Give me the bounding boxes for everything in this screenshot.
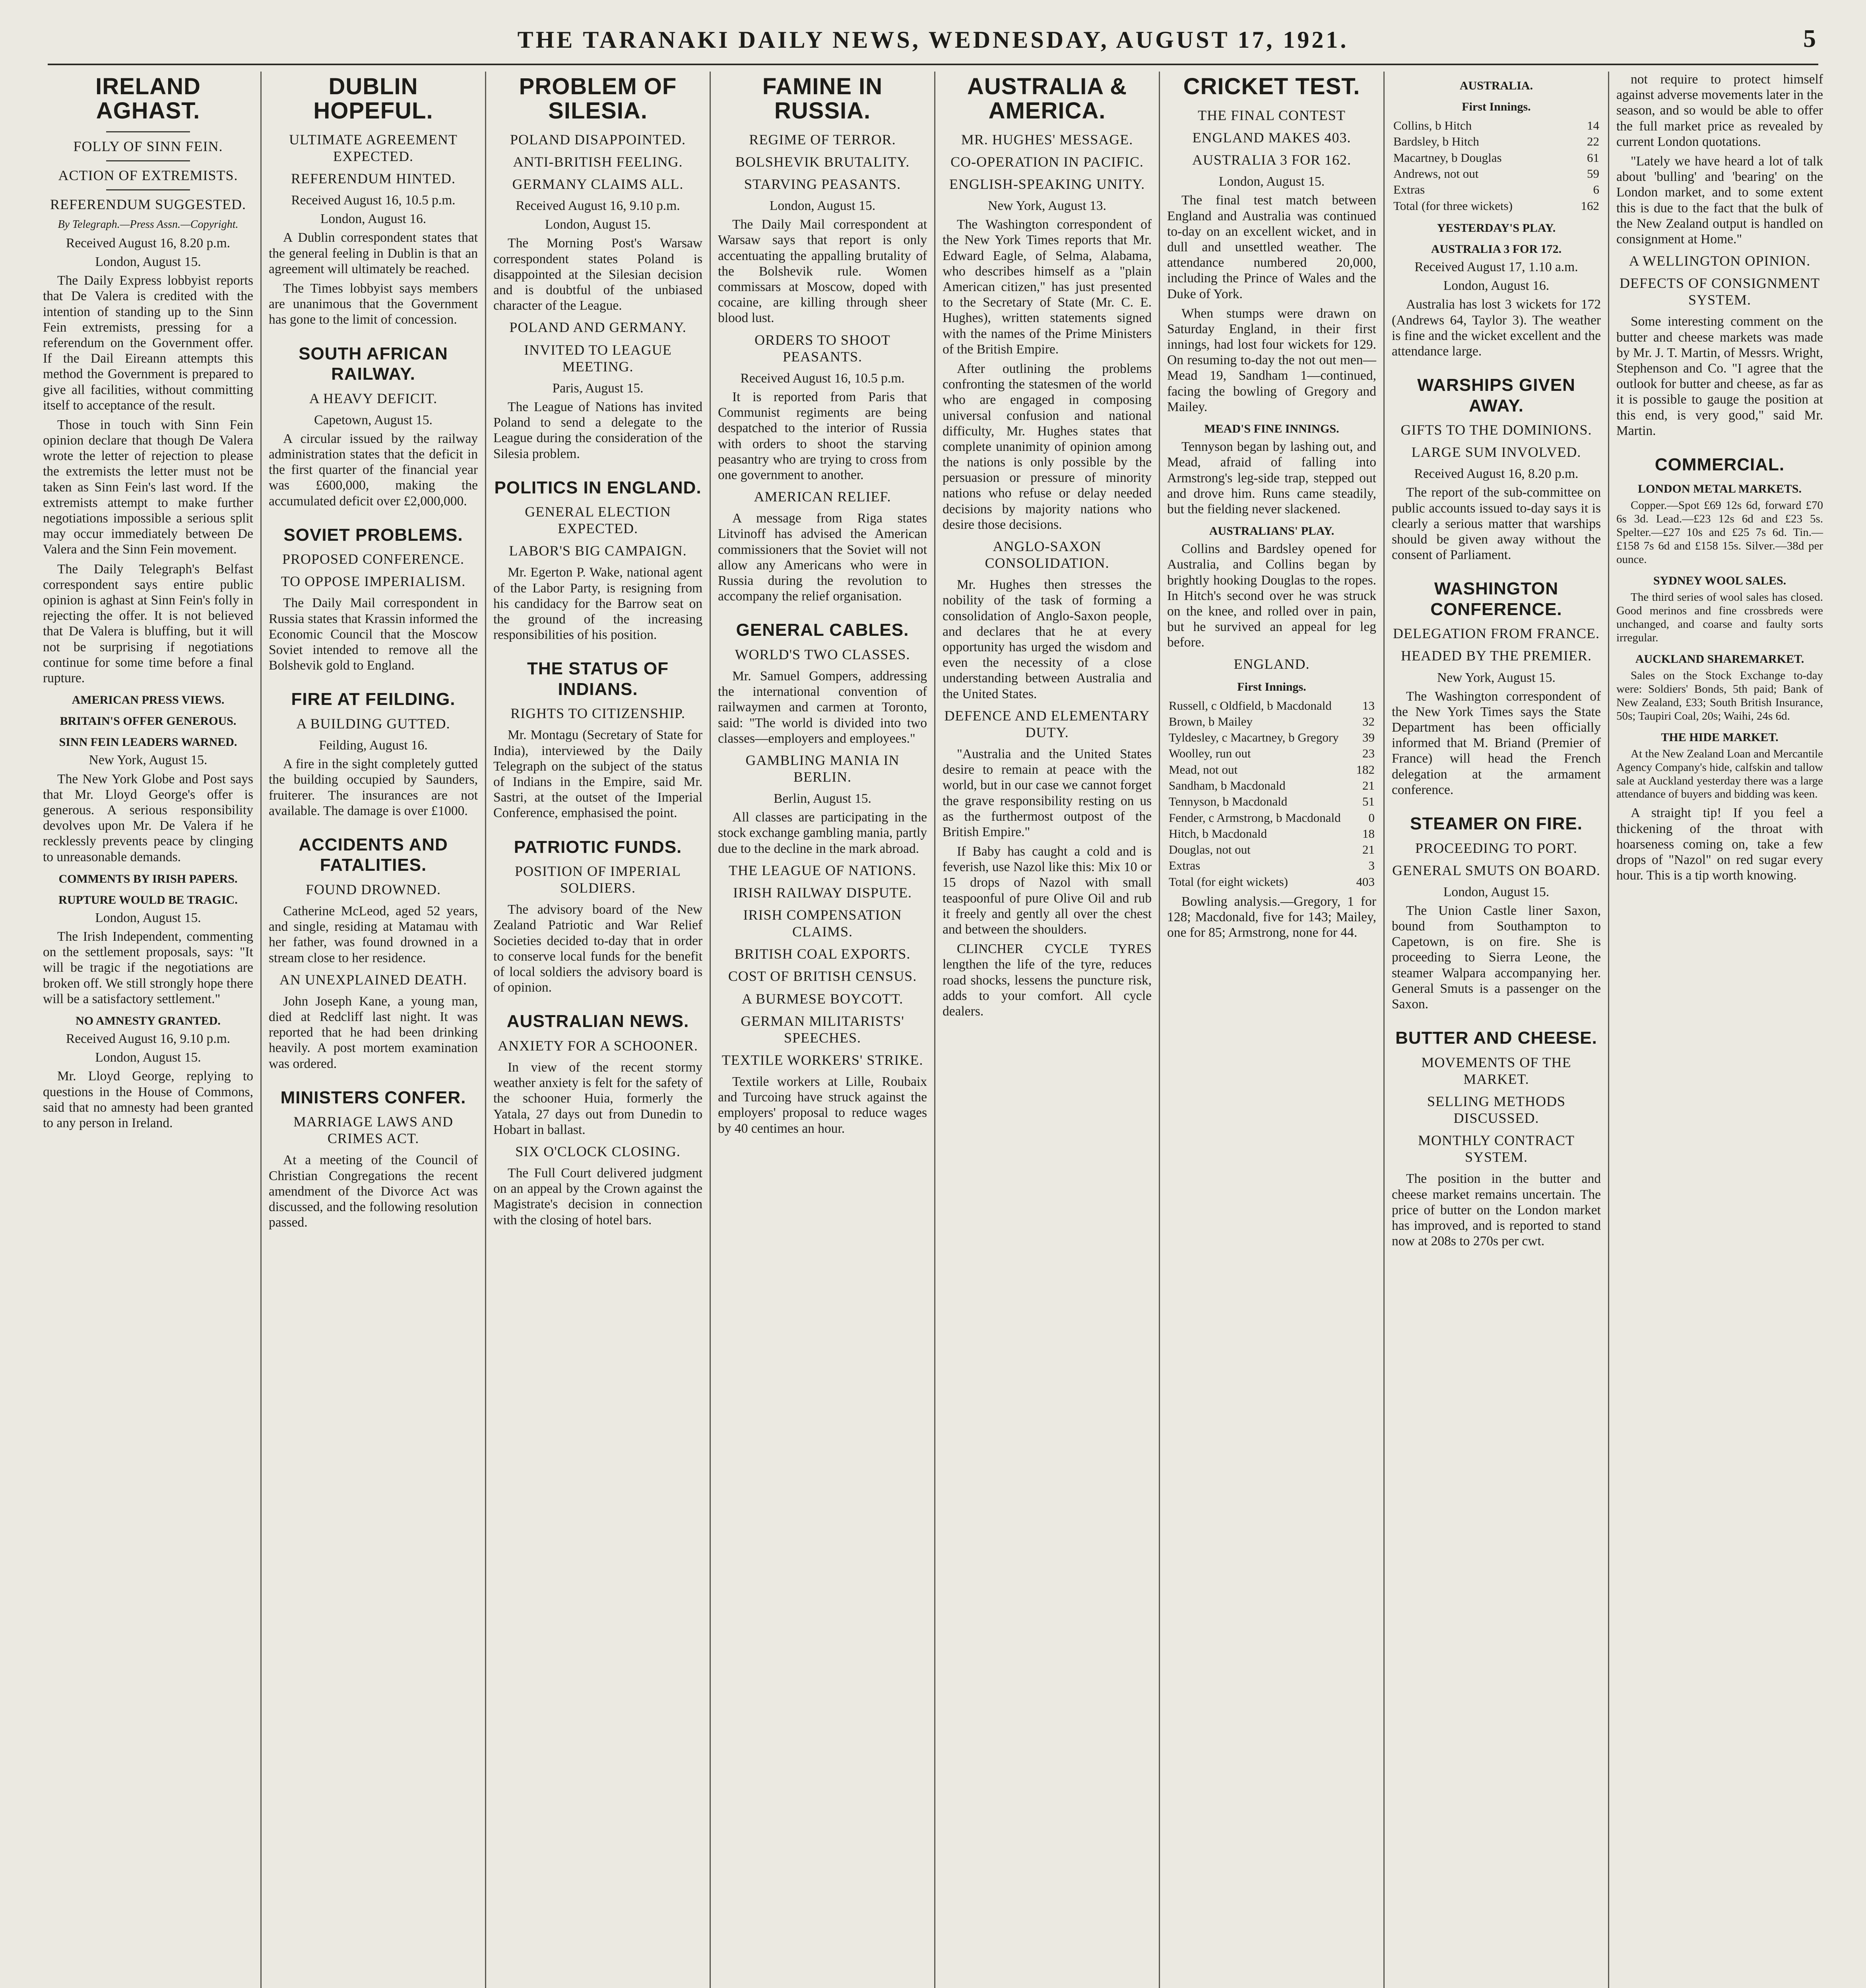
dateline: New York, August 15. [1437,670,1556,685]
paragraph: The Daily Mail correspondent in Russia states that Krassin informed the Economic Council that the Moscow Soviet intended to remove all the Bolshevik gold to England. [269,596,478,673]
subhead: NO AMNESTY GRANTED. [76,1014,221,1028]
received-line: Received August 16, 10.5 p.m. [740,371,905,386]
column-5 [934,72,1159,1988]
paragraph: The Full Court delivered judgment on an appeal by the Crown against the Magistrate's decision in connection with the closing of hotel bars. [493,1166,702,1227]
masthead [48,16,1818,65]
runs: 59 [1587,166,1599,181]
subhead: WORLD'S TWO CLASSES. [735,646,910,662]
paragraph: At a meeting of the Council of Christian Congregations the recent amendment of the Divorce Act was discussed, and the following resolution passed. [269,1153,478,1230]
headline-dublin: DUBLIN HOPEFUL. [313,74,433,124]
paragraph: John Joseph Kane, a young man, died at Redcliff last night. It was reported that he had been drinking heavily. A post mortem examination was ordered. [269,994,478,1071]
paragraph: Catherine McLeod, aged 52 years, and single, residing at Matamau with her father, was found drowned in a stream close to her residence. [269,903,478,965]
runs: 21 [1362,843,1375,857]
batsman: Douglas, not out [1169,843,1251,857]
subhead: AUSTRALIANS' PLAY. [1209,524,1335,538]
runs: 6 [1593,182,1599,197]
runs: 23 [1362,746,1375,761]
paragraph: The Irish Independent, commenting on the settlement proposals, says: "It will be tragic if the negotiations are broken off. We still strongly hope there will be a satisfactory settlement." [43,929,253,1006]
paragraph: A circular issued by the railway administration states that the deficit in the first quarter of the financial year was £600,000, making the accumulated deficit over £2,000,000. [269,431,478,509]
column-6 [1159,72,1383,1988]
headline: WARSHIPS GIVEN AWAY. [1417,375,1575,415]
score-row [1392,134,1601,149]
subhead: TEXTILE WORKERS' STRIKE. [722,1052,923,1068]
score-row [1167,714,1376,730]
paragraph: In view of the recent stormy weather anxiety is felt for the safety of the schooner Huia, formerly the Yatala, 27 days out from Dunedin to Hobart in ballast. [493,1060,702,1137]
batsman: Collins, b Hitch [1393,118,1472,133]
headline: SOUTH AFRICAN RAILWAY. [299,344,448,384]
paragraph: The Times lobbyist says members are unanimous that the Government has gone to the limit of concession. [269,281,478,327]
subhead: THE FINAL CONTEST [1198,107,1346,123]
masthead-title: THE TARANAKI DAILY NEWS, WEDNESDAY, AUGUST 17, 1921. [517,26,1349,53]
subhead: FOUND DROWNED. [306,881,441,897]
subhead: A BURMESE BOYCOTT. [741,990,904,1007]
paragraph: not require to protect himself against adverse movements later in the season, and so would be able to offer the full market price as revealed by current London quotations. [1616,72,1823,149]
dateline: London, August 16. [320,212,427,227]
batsman: Mead, not out [1169,762,1238,777]
subhead: SYDNEY WOOL SALES. [1653,574,1786,588]
received-line: Received August 16, 9.10 p.m. [66,1031,231,1046]
batsman: Total (for eight wickets) [1169,874,1288,889]
paragraph: The New York Globe and Post says that Mr. Lloyd George's offer is generous. A serious responsibility devolves upon Mr. De Valera if he recklessly prevents peace by clinging to unreasonable demands. [43,771,253,864]
subhead: BOLSHEVIK BRUTALITY. [735,153,910,170]
subhead: MARRIAGE LAWS AND CRIMES ACT. [293,1114,454,1147]
australia-scorecard [1392,118,1601,214]
paragraph: The report of the sub-committee on public accounts issued to-day says it is clearly a serious matter that warships should be given away without the consent of Parliament. [1392,485,1601,563]
runs: 61 [1587,150,1599,165]
paragraph: The position in the butter and cheese market remains uncertain. The price of butter on the London market has improved, and is reported to stand now at 208s to 270s per cwt. [1392,1171,1601,1249]
subhead: GERMAN MILITARISTS' SPEECHES. [741,1013,904,1046]
batsman: Tyldesley, c Macartney, b Gregory [1169,730,1339,745]
bowling-analysis: Bowling analysis.—Gregory, 1 for 128; Macdonald, five for 143; Mailey, one for 85; Armstrong, none for 44. [1167,894,1376,940]
paragraph: Mr. Hughes then stresses the nobility of the task of forming a consolidation of Anglo-Saxon people, and declares that he at every opportunity has urged the wisdom and even the necessity of a close understanding between Australia and the United States. [943,577,1152,701]
runs: 18 [1362,826,1375,841]
rule [106,160,190,161]
headline-australia-america: AUSTRALIA & AMERICA. [967,74,1127,124]
headline: BUTTER AND CHEESE. [1395,1028,1597,1048]
subhead: AMERICAN PRESS VIEWS. [72,693,225,707]
column-8 [1608,72,1830,1988]
dateline: Paris, August 15. [552,381,644,396]
subhead: MOVEMENTS OF THE MARKET. [1421,1054,1571,1087]
subhead: LONDON METAL MARKETS. [1638,482,1802,496]
column-1 [36,72,260,1988]
received-line: Received August 16, 10.5 p.m. [291,193,456,208]
subhead: GENERAL SMUTS ON BOARD. [1392,862,1600,878]
subhead: COMMENTS BY IRISH PAPERS. [58,872,238,885]
dateline: London, August 16. [1443,278,1550,293]
paragraph: All classes are participating in the stock exchange gambling mania, partly due to the decline in the mark abroad. [718,810,927,856]
subhead: YESTERDAY'S PLAY. [1437,221,1556,235]
subhead: POSITION OF IMPERIAL SOLDIERS. [514,863,681,896]
subhead: THE HIDE MARKET. [1661,730,1779,744]
paragraph: Mr. Samuel Gompers, addressing the international convention of railwaymen and carmen at Toronto, said: "The world is divided into two classes—employers and employees." [718,668,927,746]
subhead: First Innings. [1462,100,1531,114]
runs: 22 [1587,134,1599,149]
runs: 403 [1356,874,1375,889]
batsman: Sandham, b Macdonald [1169,779,1286,792]
column-4 [710,72,934,1988]
subhead: SINN FEIN LEADERS WARNED. [59,736,237,749]
subhead: REFERENDUM HINTED. [291,171,456,186]
rule [106,189,190,190]
subhead: ANGLO-SAXON CONSOLIDATION. [985,538,1110,571]
subhead: FOLLY OF SINN FEIN. [73,138,223,154]
batsman: Tennyson, b Macdonald [1169,794,1288,809]
paragraph: Textile workers at Lille, Roubaix and Turcoing have struck against the employers' proposal to reduce wages by 40 centimes an hour. [718,1074,927,1136]
batsman: Bardsley, b Hitch [1393,134,1479,149]
subhead: LABOR'S BIG CAMPAIGN. [509,543,687,559]
headline-ireland: IRELAND AGHAST. [95,74,201,124]
page-number: 5 [1803,24,1818,52]
received-line: Received August 16, 9.10 p.m. [516,198,680,214]
dateline: London, August 15. [95,1050,201,1065]
headline-famine: FAMINE IN RUSSIA. [762,74,883,124]
paragraph: The Daily Express lobbyist reports that De Valera is credited with the intention of standing up to the Sinn Fein extremists, pressing for a referendum on the Government offer. If the Dail Eireann attempts this method the Government is prepared to give all facilities, without committing itself to acceptance of the result. [43,273,253,413]
dateline: London, August 15. [95,910,201,925]
dateline: New York, August 13. [988,198,1106,214]
column-7 [1383,72,1608,1988]
subhead: AUCKLAND SHAREMARKET. [1635,652,1804,666]
score-row [1167,778,1376,794]
paragraph: When stumps were drawn on Saturday England, in their first innings, had lost four wickets for 129. On resuming to-day the not out men—Mead 19, Sandham 1—continued, facing the bowling of Gregory and Mailey. [1167,306,1376,414]
dateline: Berlin, August 15. [774,791,871,806]
runs: 182 [1356,762,1375,777]
paragraph: Tennyson began by lashing out, and Mead, afraid of falling into Armstrong's leg-side trap, stepped out and drove him. Runs came steadily, but the fielding never slackened. [1167,439,1376,516]
runs: 39 [1362,730,1375,745]
score-row [1392,150,1601,166]
subhead: PROPOSED CONFERENCE. [282,551,465,567]
paragraph: Mr. Lloyd George, replying to questions in the House of Commons, said that no amnesty had been granted to any person in Ireland. [43,1069,253,1131]
headline: FIRE AT FEILDING. [291,689,456,709]
column-3 [485,72,710,1988]
paragraph: Those in touch with Sinn Fein opinion declare that though De Valera wrote the letter of rejection to please the extremists the letter must not be taken as Sinn Fein's last word. If the extremists attempt to make further negotiations impossible a serious split may occur immediately between De Valera and the Sinn Fein movement. [43,417,253,557]
score-row [1167,810,1376,826]
subhead: IRISH RAILWAY DISPUTE. [733,884,912,901]
batsman: Extras [1393,182,1425,197]
dateline: Capetown, August 15. [314,412,433,427]
subhead: POLAND DISAPPOINTED. [510,131,686,148]
subhead: GERMANY CLAIMS ALL. [512,176,684,192]
paragraph: The Union Castle liner Saxon, bound from Southampton to Capetown, is on fire. She is proceeding to Sierra Leone, the steamer Walpara accompanying her. General Smuts is a passenger on the Saxon. [1392,903,1601,1012]
headline: STEAMER ON FIRE. [1410,814,1583,834]
dateline: London, August 15. [769,198,876,214]
england-scorecard [1167,698,1376,890]
subhead: A HEAVY DEFICIT. [309,390,438,406]
score-row [1167,730,1376,746]
subhead: RUPTURE WOULD BE TRAGIC. [58,893,238,907]
paragraph: "Australia and the United States desire to remain at peace with the world, but in our case we cannot forget the grave responsibility resting on us as the furthermost outpost of the British Empire." [943,746,1152,839]
headline: THE STATUS OF INDIANS. [527,659,669,699]
subhead: GAMBLING MANIA IN BERLIN. [745,752,900,785]
received-line: Received August 17, 1.10 a.m. [1414,259,1578,274]
headline: COMMERCIAL. [1655,454,1785,474]
subhead: AMERICAN RELIEF. [754,489,891,505]
paragraph: The Daily Mail correspondent at Warsaw says that report is only accentuating the appalling brutality of the Bolshevik rule. Women commissars at Moscow, doped with cocaine, are killing through sheer blood lust. [718,217,927,326]
runs: 14 [1587,118,1599,133]
paragraph: Collins and Bardsley opened for Australia, and Collins began by brightly hooking Douglas to the ropes. In Hitch's second over he was struck on the knee, and rolled over in pain, but he survived an appeal for leg before. [1167,542,1376,650]
paragraph: The advisory board of the New Zealand Patriotic and War Relief Societies decided to-day that in order to conserve local funds for the benefit of local soldiers the advisory board is of opinion. [493,902,702,995]
subhead: THE LEAGUE OF NATIONS. [729,862,916,878]
batsman: Fender, c Armstrong, b Macdonald [1169,810,1341,825]
received-line: Received August 16, 8.20 p.m. [1414,466,1579,481]
headline: PATRIOTIC FUNDS. [514,837,682,857]
advert-nazol: If Baby has caught a cold and is feverish, use Nazol like this: Mix 10 or 15 drops of Nazol with small teaspoonful of pure Olive Oil and rub it freely and gently all over the chest and between the shoulders. [943,844,1152,937]
headline: SOVIET PROBLEMS. [283,525,463,545]
paragraph: Mr. Egerton P. Wake, national agent of the Labor Party, is resigning from his candidacy for the Barrow seat on the ground of the increasing responsibilities of his position. [493,565,702,643]
paragraph: A fire in the sight completely gutted the building occupied by Saunders, fruiterer. The insurances are not available. The damage is over £1000. [269,757,478,818]
subhead: DEFECTS OF CONSIGNMENT SYSTEM. [1619,275,1820,308]
score-row [1392,182,1601,198]
subhead: TO OPPOSE IMPERIALISM. [281,573,466,590]
received-line: Received August 16, 8.20 p.m. [66,235,231,250]
batsman: Hitch, b Macdonald [1169,826,1267,841]
dateline: Feilding, August 16. [319,738,428,753]
paragraph: It is reported from Paris that Communist regiments are being despatched to the interior of Russia with orders to shoot the starving peasantry who are trying to cross from one government to another. [718,390,927,482]
subhead: PROCEEDING TO PORT. [1415,840,1577,856]
subhead: AUSTRALIA 3 FOR 162. [1192,152,1352,168]
subhead: SIX O'CLOCK CLOSING. [515,1143,681,1159]
headline: WASHINGTON CONFERENCE. [1430,579,1562,619]
columns [36,72,1830,1988]
subhead: BRITISH COAL EXPORTS. [734,946,911,962]
subhead: ACTION OF EXTREMISTS. [58,167,238,183]
headline-cricket: CRICKET TEST. [1183,74,1360,99]
rule [106,131,190,132]
runs: 3 [1368,858,1375,873]
subhead: INVITED TO LEAGUE MEETING. [524,342,672,375]
subhead: DEFENCE AND ELEMENTARY DUTY. [944,707,1150,740]
advert-clincher: CLINCHER CYCLE TYRES lengthen the life of the tyre, reduces road shocks, lessens the puncture risk, adds to your comfort. All cycle dealers. [943,942,1152,1019]
paragraph: The Morning Post's Warsaw correspondent states Poland is disappointed at the Silesian decision and is doubtful of the unbiased character of the League. [493,236,702,313]
wool-sales: The third series of wool sales has closed. Good merinos and fine crossbreds were unchanged, and coarse and faulty sorts irregular. [1616,591,1823,644]
score-row [1167,746,1376,761]
runs: 51 [1362,794,1375,809]
runs: 13 [1362,698,1375,712]
subhead: A WELLINGTON OPINION. [1629,253,1811,269]
subhead: MR. HUGHES' MESSAGE. [961,131,1133,148]
hide-market: At the New Zealand Loan and Mercantile Agency Company's hide, calfskin and tallow sale at Auckland yesterday there was a large attendance of buyers and bidding was keen. [1616,747,1823,801]
subhead: STARVING PEASANTS. [744,176,901,192]
share-sales: Sales on the Stock Exchange to-day were: Soldiers' Bonds, 5th paid; Bank of New Zealand, £33; South British Insurance, 50s; Taupiri Coal, 20s; Waihi, 24s 6d. [1616,669,1823,722]
subhead: DELEGATION FROM FRANCE. [1393,625,1600,642]
score-row [1167,826,1376,842]
subhead: REFERENDUM SUGGESTED. [50,196,246,212]
batsman: Macartney, b Douglas [1393,150,1502,165]
subhead: MEAD'S FINE INNINGS. [1204,422,1339,436]
dateline: London, August 15. [545,217,651,232]
batsman: Russell, c Oldfield, b Macdonald [1169,698,1332,712]
paragraph: After outlining the problems confronting the statesmen of the world who are engaged in composing universal confusion and national difficulty, Mr. Hughes states that complete unanimity of opinion among the nations is only possible by the persuasion or pressure of minority nations who refuse or delay needed decisions by majority nations who desire those decisions. [943,361,1152,532]
subhead: AN UNEXPLAINED DEATH. [279,971,467,988]
subhead: ANXIETY FOR A SCHOONER. [498,1037,698,1054]
paragraph: Australia has lost 3 wickets for 172 (Andrews 64, Taylor 3). The weather is fine and the wicket excellent and the attendance large. [1392,297,1601,359]
subhead: COST OF BRITISH CENSUS. [728,968,917,984]
subhead: MONTHLY CONTRACT SYSTEM. [1418,1132,1575,1165]
score-row [1167,762,1376,778]
subhead: AUSTRALIA 3 FOR 172. [1431,242,1562,256]
runs: 21 [1362,779,1375,792]
runs: 0 [1368,810,1375,825]
subhead: AUSTRALIA. [1459,79,1533,92]
subhead: POLAND AND GERMANY. [509,319,687,336]
subhead: LARGE SUM INVOLVED. [1411,444,1581,460]
score-row [1167,874,1376,890]
score-row [1167,698,1376,714]
paragraph: The League of Nations has invited Poland to send a delegate to the League during the consideration of the Silesia problem. [493,399,702,461]
score-row [1392,118,1601,134]
subhead: ANTI-BRITISH FEELING. [513,153,683,170]
subhead: ENGLAND MAKES 403. [1192,130,1351,146]
score-row [1167,842,1376,858]
subhead: A BUILDING GUTTED. [296,715,450,732]
subhead: ORDERS TO SHOOT PEASANTS. [755,332,890,365]
headline: GENERAL CABLES. [736,620,909,640]
dateline: London, August 15. [1218,174,1325,189]
byline: By Telegraph.—Press Assn.—Copyright. [58,218,239,231]
subhead: GENERAL ELECTION EXPECTED. [525,504,671,537]
paragraph: A message from Riga states Litvinoff has advised the American commissioners that the Soviet will not allow any Americans who were in Russia during the revolution to accompany the relief organisation. [718,511,927,604]
score-row [1392,198,1601,214]
subhead: RIGHTS TO CITIZENSHIP. [510,705,685,722]
batsman: Andrews, not out [1393,166,1479,181]
subhead: BRITAIN'S OFFER GENEROUS. [60,714,237,728]
paragraph: "Lately we have heard a lot of talk about 'bulling' and 'bearing' on the London market, and to some extent this is due to the fact that the bulk of the New Zealand output is handled on consignment at Home." [1616,153,1823,247]
paragraph: Some interesting comment on the butter and cheese markets was made by Mr. J. T. Martin, of Messrs. Wright, Stephenson and Co. "I agree that the outlook for butter and cheese, as far as it is possible to gauge the position at this end, is very good," said Mr. Martin. [1616,314,1823,438]
paragraph: A Dublin correspondent states that the general feeling in Dublin is that an agreement will ultimately be reached. [269,230,478,276]
paragraph: The Washington correspondent of the New York Times says the State Department has been officially informed that M. Briand (Premier of France) will head the French delegation at the armament conference. [1392,689,1601,797]
paragraph: The final test match between England and Australia was continued to-day on an excellent wicket, and in dull and unsettled weather. The attendance numbered 20,000, including the Prince of Wales and the Duke of York. [1167,193,1376,301]
score-row [1167,794,1376,810]
runs: 162 [1581,198,1599,213]
dateline: New York, August 15. [89,753,208,768]
dateline: London, August 15. [1443,884,1550,899]
headline: ACCIDENTS AND FATALITIES. [299,835,448,875]
score-row [1167,858,1376,874]
advert-nazol: A straight tip! If you feel a thickening of the throat with hoarseness coming on, take a few drops of "Nazol" on red sugar every hour. This is a tip worth knowing. [1616,806,1823,883]
column-2 [260,72,485,1988]
batsman: Woolley, run out [1169,746,1251,761]
subhead: HEADED BY THE PREMIER. [1401,648,1592,664]
subhead: SELLING METHODS DISCUSSED. [1427,1093,1565,1126]
headline: MINISTERS CONFER. [280,1087,466,1107]
subhead: IRISH COMPENSATION CLAIMS. [743,907,902,940]
paragraph: The Daily Telegraph's Belfast correspondent says entire public opinion is aghast at Sinn Fein's folly in rejecting the offer. It is not believed that De Valera is bluffing, but it will not be surprising if negotiations continue for some time before a final rupture. [43,561,253,685]
headline: POLITICS IN ENGLAND. [494,478,702,497]
dateline: London, August 15. [95,254,201,270]
subhead: CO-OPERATION IN PACIFIC. [950,153,1144,170]
batsman: Brown, b Mailey [1169,714,1253,728]
subhead: ENGLAND. [1234,656,1310,672]
runs: 32 [1362,714,1375,728]
subhead: GIFTS TO THE DOMINIONS. [1400,422,1592,438]
metal-prices: Copper.—Spot £69 12s 6d, forward £70 6s 3d. Lead.—£23 12s 6d and £23 5s. Spelter.—£27 10s and £25 7s 6d. Tin.—£158 7s 6d and £158 15s. Silver.—38d per ounce. [1616,499,1823,566]
paragraph: Mr. Montagu (Secretary of State for India), interviewed by the Daily Telegraph on the subject of the status of Indians in the Empire, said Mr. Sastri, at the outset of the Imperial Conference, emphasised the point. [493,728,702,821]
batsman: Total (for three wickets) [1393,198,1513,213]
subhead: REGIME OF TERROR. [749,131,896,148]
score-row [1392,166,1601,182]
paragraph: The Washington correspondent of the New York Times reports that Mr. Edward Eagle, of Selma, Alabama, who describes himself as a "plain American citizen," has just presented to the Secretary of State (Mr. C. E. Hughes), written statements signed with the names of the Prime Ministers of the British Empire. [943,217,1152,357]
batsman: Extras [1169,858,1201,873]
subhead: ULTIMATE AGREEMENT EXPECTED. [289,131,458,164]
headline-silesia: PROBLEM OF SILESIA. [519,74,677,124]
subhead: First Innings. [1237,680,1306,693]
subhead: ENGLISH-SPEAKING UNITY. [949,176,1145,192]
headline: AUSTRALIAN NEWS. [506,1011,689,1031]
